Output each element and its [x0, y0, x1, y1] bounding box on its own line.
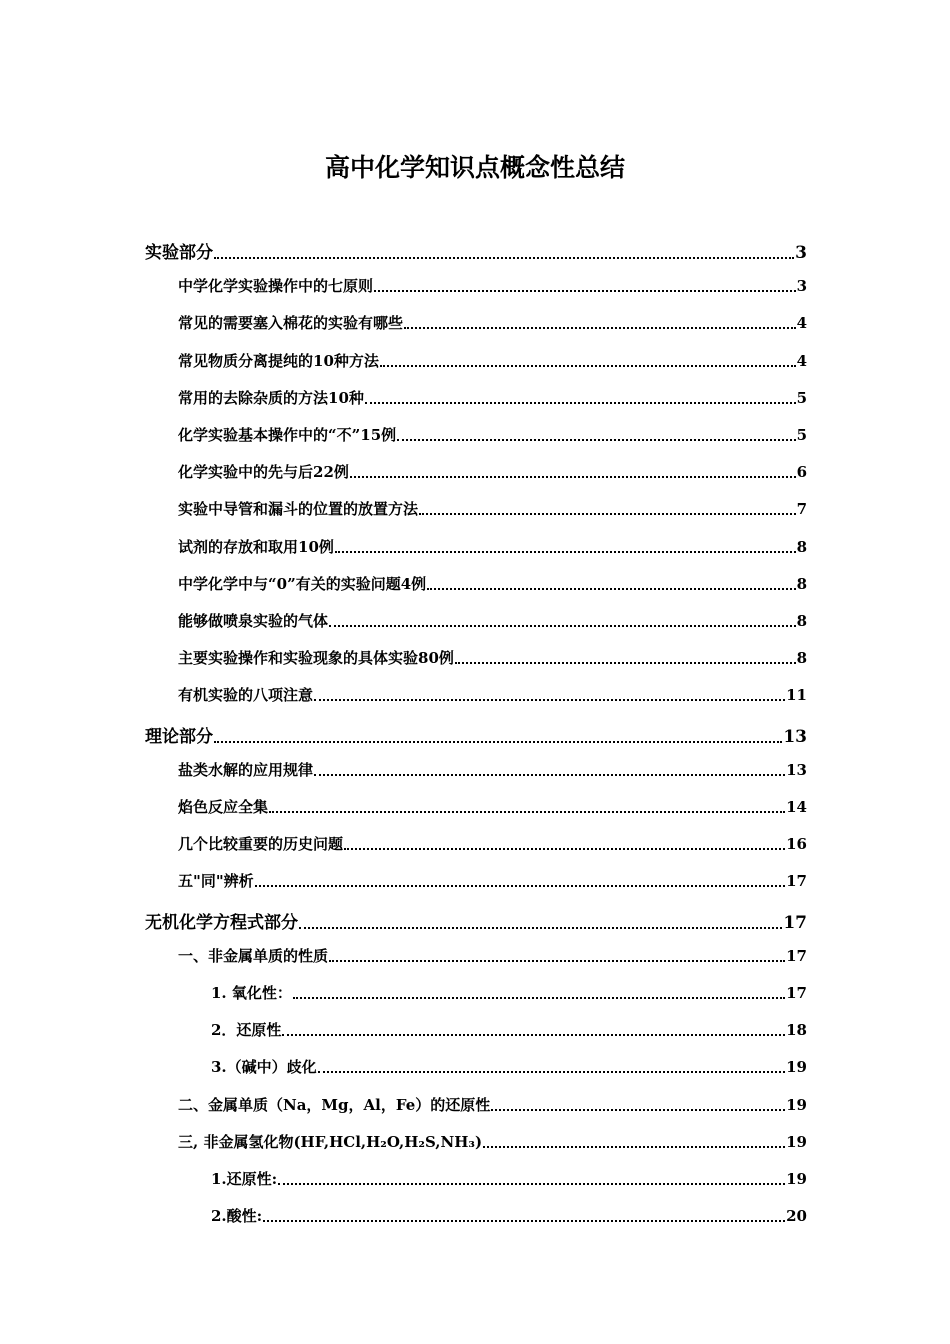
toc-entry-page: 3 — [796, 277, 807, 295]
toc-entry-page: 19 — [786, 1096, 807, 1114]
toc-entry[interactable] — [211, 1168, 807, 1189]
toc-entry[interactable] — [178, 647, 807, 668]
toc-entry-page: 5 — [796, 389, 807, 407]
toc-entry[interactable] — [178, 945, 807, 966]
toc-entry-title: 有机实验的八项注意 — [178, 686, 314, 704]
toc-entry[interactable] — [211, 1205, 807, 1226]
toc-leader-dots — [263, 1220, 785, 1222]
toc-leader-dots — [335, 551, 796, 553]
toc-entry-title: 焰色反应全集 — [178, 798, 269, 816]
toc-entry-page: 7 — [796, 500, 807, 518]
toc-leader-dots — [483, 1146, 785, 1148]
document-title: 高中化学知识点概念性总结 — [324, 153, 625, 182]
toc-entry-title: 3.（碱中）歧化 — [211, 1058, 317, 1076]
toc-leader-dots — [427, 588, 795, 590]
toc-entry[interactable] — [145, 908, 807, 933]
toc-entry-page: 3 — [795, 243, 807, 263]
toc-leader-dots — [419, 513, 796, 515]
toc-entry[interactable] — [178, 536, 807, 557]
toc-entry[interactable] — [211, 1056, 807, 1077]
toc-entry[interactable] — [178, 796, 807, 817]
toc-entry-page: 20 — [786, 1207, 807, 1225]
toc-entry[interactable] — [145, 722, 807, 747]
toc-entry-title: 理论部分 — [145, 727, 213, 747]
toc-entry-title: 能够做喷泉实验的气体 — [178, 612, 329, 630]
toc-entry-page: 5 — [796, 426, 807, 444]
toc-entry[interactable] — [178, 684, 807, 705]
toc-entry-page: 17 — [786, 872, 807, 890]
toc-entry-page: 8 — [796, 538, 807, 556]
toc-entry-page: 11 — [786, 686, 807, 704]
toc-entry[interactable] — [178, 1094, 807, 1115]
toc-leader-dots — [350, 476, 796, 478]
toc-entry[interactable] — [211, 1019, 807, 1040]
toc-entry-page: 16 — [786, 835, 807, 853]
toc-leader-dots — [491, 1109, 785, 1111]
toc-leader-dots — [329, 960, 785, 962]
toc-entry[interactable] — [211, 982, 807, 1003]
toc-leader-dots — [329, 625, 796, 627]
toc-entry-page: 17 — [786, 984, 807, 1002]
toc-entry-page: 8 — [796, 575, 807, 593]
toc-entry[interactable] — [178, 312, 807, 333]
toc-entry[interactable] — [178, 461, 807, 482]
toc-entry-page: 6 — [796, 463, 807, 481]
toc-entry[interactable] — [178, 350, 807, 371]
toc-entry-title: 无机化学方程式部分 — [145, 913, 298, 933]
toc-leader-dots — [255, 885, 785, 887]
toc-entry-title: 常用的去除杂质的方法10种 — [178, 389, 364, 407]
toc-entry-title: 五"同"辨析 — [178, 872, 254, 890]
toc-leader-dots — [293, 997, 785, 999]
toc-leader-dots — [269, 811, 785, 813]
toc-entry-title: 三, 非金属氢化物(HF,HCl,H₂O,H₂S,NH₃) — [178, 1133, 483, 1151]
toc-entry-title: 2．还原性 — [211, 1021, 282, 1039]
toc-entry-title: 化学实验中的先与后22例 — [178, 463, 349, 481]
toc-entry-page: 19 — [786, 1170, 807, 1188]
toc-entry[interactable] — [178, 275, 807, 296]
toc-entry[interactable] — [178, 759, 807, 780]
toc-entry[interactable] — [145, 238, 807, 263]
toc-entry-title: 常见的需要塞入棉花的实验有哪些 — [178, 314, 404, 332]
toc-entry-page: 4 — [796, 314, 807, 332]
toc-leader-dots — [397, 439, 795, 441]
toc-entry-page: 18 — [786, 1021, 807, 1039]
toc-entry[interactable] — [178, 498, 807, 519]
toc-entry-title: 1.还原性: — [211, 1170, 278, 1188]
toc-entry[interactable] — [178, 573, 807, 594]
toc-entry-page: 17 — [783, 913, 807, 933]
toc-entry-title: 化学实验基本操作中的“不”15例 — [178, 426, 397, 444]
toc-entry-title: 试剂的存放和取用10例 — [178, 538, 334, 556]
toc-entry-page: 13 — [786, 761, 807, 779]
toc-entry-title: 一、非金属单质的性质 — [178, 947, 329, 965]
toc-entry-page: 4 — [796, 352, 807, 370]
toc-entry-title: 2.酸性: — [211, 1207, 263, 1225]
toc-leader-dots — [380, 365, 796, 367]
toc-entry-page: 13 — [783, 727, 807, 747]
toc-leader-dots — [299, 927, 782, 929]
toc-leader-dots — [314, 699, 785, 701]
toc-entry[interactable] — [178, 833, 807, 854]
toc-leader-dots — [404, 327, 796, 329]
toc-leader-dots — [314, 774, 785, 776]
toc-leader-dots — [214, 741, 782, 743]
toc-entry-title: 中学化学实验操作中的七原则 — [178, 277, 374, 295]
toc-leader-dots — [318, 1071, 785, 1073]
toc-entry[interactable] — [178, 610, 807, 631]
toc-entry[interactable] — [178, 424, 807, 445]
toc-entry-title: 常见物质分离提纯的10种方法 — [178, 352, 379, 370]
toc-entry[interactable] — [178, 1131, 807, 1152]
toc-entry-page: 17 — [786, 947, 807, 965]
toc-entry-title: 主要实验操作和实验现象的具体实验80例 — [178, 649, 454, 667]
toc-entry-title: 1. 氧化性： — [211, 984, 292, 1002]
toc-entry-page: 8 — [796, 612, 807, 630]
toc-leader-dots — [278, 1183, 785, 1185]
toc-leader-dots — [282, 1034, 785, 1036]
toc-entry-title: 中学化学中与“0”有关的实验问题4例 — [178, 575, 427, 593]
toc-leader-dots — [365, 402, 796, 404]
toc-entry-page: 8 — [796, 649, 807, 667]
toc-entry[interactable] — [178, 387, 807, 408]
toc-entry-title: 实验部分 — [145, 243, 213, 263]
toc-entry-page: 19 — [786, 1133, 807, 1151]
toc-leader-dots — [455, 662, 796, 664]
toc-leader-dots — [344, 848, 785, 850]
toc-leader-dots — [214, 257, 794, 259]
toc-leader-dots — [374, 290, 796, 292]
toc-entry[interactable] — [178, 870, 807, 891]
toc-entry-page: 14 — [786, 798, 807, 816]
toc-entry-page: 19 — [786, 1058, 807, 1076]
toc-entry-title: 盐类水解的应用规律 — [178, 761, 314, 779]
toc-entry-title: 几个比较重要的历史问题 — [178, 835, 344, 853]
toc-entry-title: 二、金属单质（Na，Mg，Al，Fe）的还原性 — [178, 1096, 491, 1114]
toc-entry-title: 实验中导管和漏斗的位置的放置方法 — [178, 500, 419, 518]
